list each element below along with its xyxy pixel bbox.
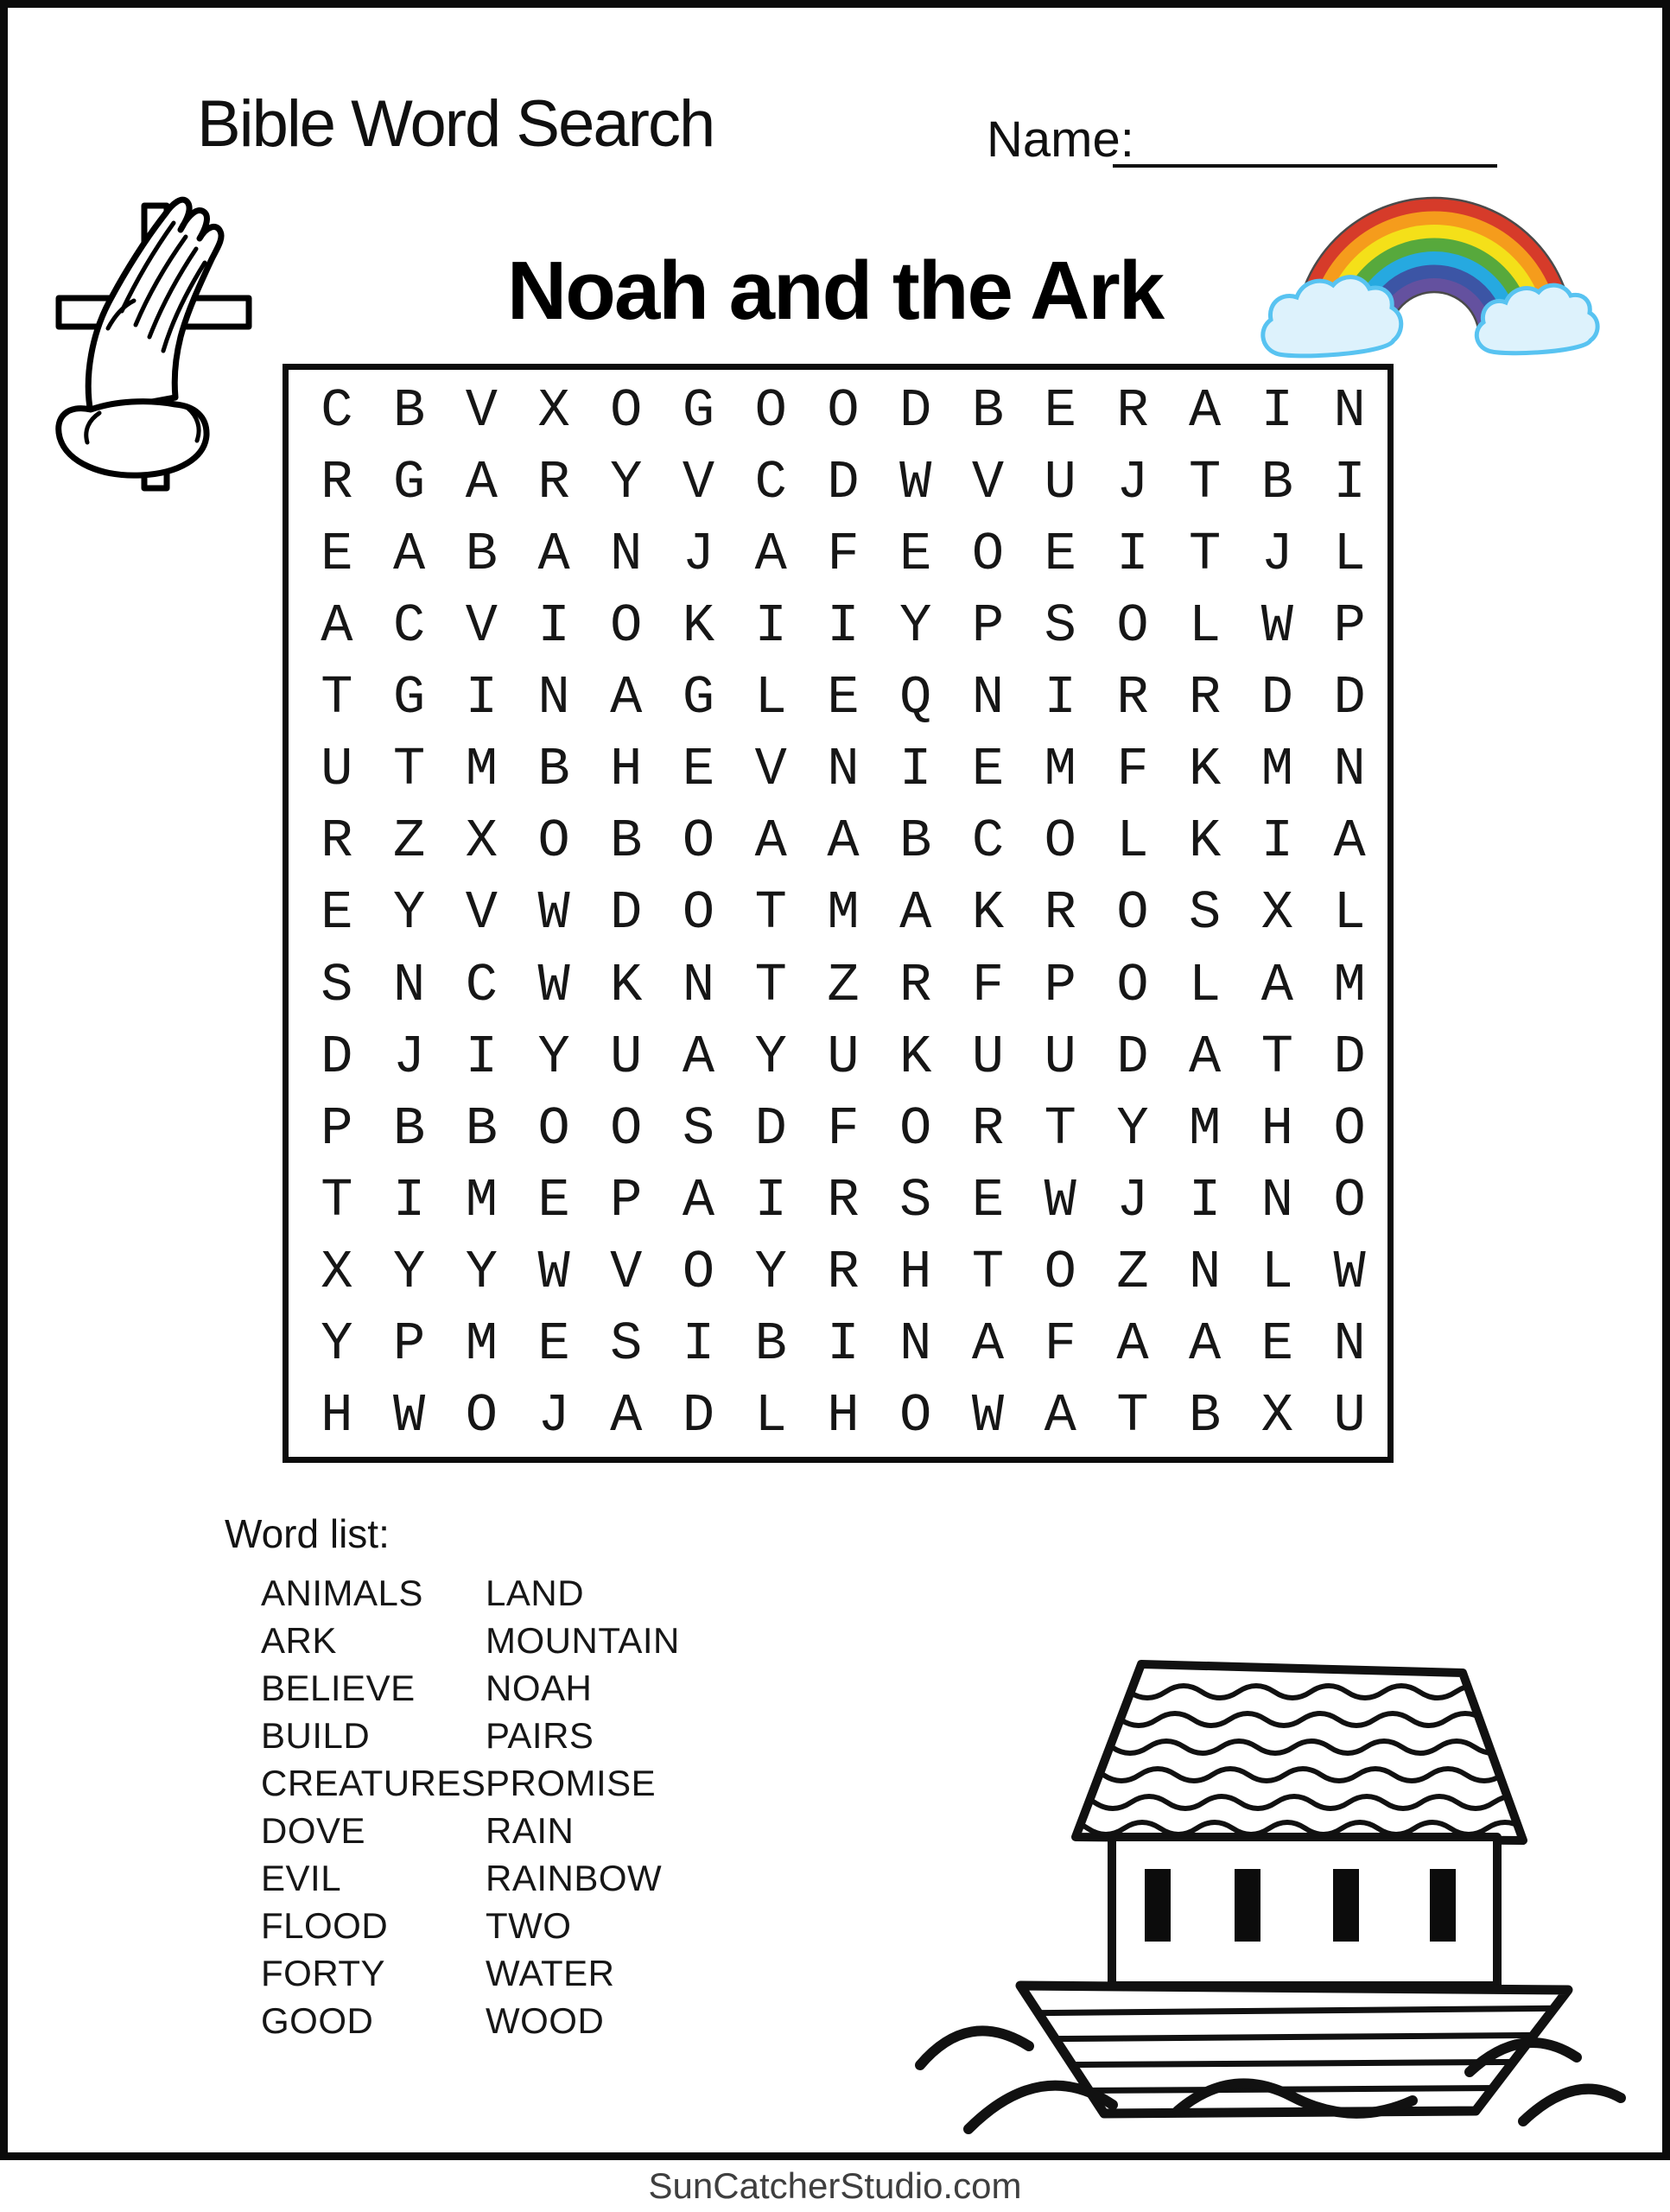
grid-cell: I — [465, 667, 498, 729]
grid-cell: N — [1333, 739, 1366, 801]
grid-cell: N — [827, 739, 860, 801]
grid-cell: U — [321, 739, 353, 801]
grid-cell: Y — [392, 1241, 426, 1303]
grid-cell: L — [1333, 524, 1366, 586]
grid-cell: M — [1260, 739, 1293, 801]
grid-cell: O — [1333, 1169, 1366, 1231]
word-list-item: PROMISE — [486, 1763, 657, 1803]
rainbow-icon — [1257, 162, 1603, 357]
grid-cell: I — [1333, 452, 1366, 514]
word-list-item: RAIN — [486, 1810, 575, 1851]
grid-cell: Z — [1116, 1241, 1149, 1303]
grid-cell: S — [1044, 595, 1076, 658]
grid-cell: C — [321, 380, 353, 442]
grid-cell: B — [1260, 452, 1293, 514]
word-list-item: MOUNTAIN — [486, 1620, 680, 1661]
grid-cell: X — [1260, 882, 1293, 944]
grid-cell: L — [754, 667, 787, 729]
grid-cell: S — [321, 954, 353, 1016]
grid-cell: B — [899, 810, 932, 873]
grid-cell: O — [465, 1384, 498, 1446]
grid-cell: L — [1333, 882, 1366, 944]
word-search-grid — [283, 364, 1394, 1463]
grid-cell: X — [321, 1241, 353, 1303]
grid-cell: B — [754, 1313, 787, 1375]
grid-cell: K — [899, 1026, 932, 1088]
grid-cell: E — [537, 1313, 570, 1375]
grid-cell: O — [754, 380, 787, 442]
grid-cell: J — [682, 524, 715, 586]
word-list-item: EVIL — [261, 1858, 342, 1898]
word-list-item: NOAH — [486, 1668, 593, 1708]
grid-cell: P — [971, 595, 1005, 658]
grid-cell: D — [682, 1384, 715, 1446]
grid-cell: O — [1044, 810, 1076, 873]
grid-cell: R — [971, 1097, 1005, 1160]
grid-cell: J — [1116, 452, 1149, 514]
grid-cell: O — [537, 810, 570, 873]
puzzle-title: Noah and the Ark — [506, 245, 1164, 337]
grid-cell: A — [682, 1169, 715, 1231]
grid-cell: B — [537, 739, 570, 801]
grid-cell: E — [682, 739, 715, 801]
grid-cell: K — [1189, 810, 1222, 873]
grid-cell: M — [1333, 954, 1366, 1016]
grid-cell: R — [827, 1169, 860, 1231]
grid-cell: W — [1260, 595, 1293, 658]
grid-cell: O — [610, 595, 643, 658]
grid-cell: O — [682, 810, 715, 873]
grid-cell: Y — [610, 452, 643, 514]
grid-cell: Q — [899, 667, 932, 729]
grid-cell: S — [1189, 882, 1222, 944]
grid-cell: G — [682, 380, 715, 442]
grid-cell: M — [465, 1313, 498, 1375]
grid-cell: K — [610, 954, 643, 1016]
grid-cell: V — [465, 380, 498, 442]
grid-cell: J — [1260, 524, 1293, 586]
grid-cell: Y — [1116, 1097, 1149, 1160]
grid-cell: L — [1189, 954, 1222, 1016]
grid-cell: A — [1044, 1384, 1076, 1446]
cloud-left — [1263, 277, 1401, 356]
grid-cell: I — [754, 1169, 787, 1231]
grid-cell: C — [971, 810, 1005, 873]
word-list-item: GOOD — [261, 2000, 374, 2041]
grid-cell: N — [1333, 1313, 1366, 1375]
grid-cell: E — [1044, 380, 1076, 442]
word-list-item: BELIEVE — [261, 1668, 416, 1708]
grid-cell: H — [321, 1384, 353, 1446]
grid-cell: M — [465, 739, 498, 801]
sleeve-cuff — [59, 402, 206, 476]
grid-cell: R — [537, 452, 570, 514]
grid-cell: E — [321, 524, 353, 586]
grid-cell: A — [321, 595, 353, 658]
grid-cell: I — [1189, 1169, 1222, 1231]
word-list-column-2 — [486, 1569, 680, 2044]
grid-cell: O — [682, 882, 715, 944]
grid-cell: M — [465, 1169, 498, 1231]
grid-cell: S — [610, 1313, 643, 1375]
grid-cell: R — [899, 954, 932, 1016]
grid-cell: R — [1044, 882, 1076, 944]
page-title: Bible Word Search — [197, 87, 714, 161]
name-label: Name: — [987, 111, 1134, 168]
grid-cell: T — [321, 1169, 353, 1231]
grid-cell: G — [392, 452, 426, 514]
word-list-item: TWO — [486, 1905, 572, 1946]
ark-window — [1145, 1869, 1171, 1942]
grid-cell: D — [827, 452, 860, 514]
grid-cell: A — [392, 524, 426, 586]
grid-cell: N — [1189, 1241, 1222, 1303]
grid-cell: Y — [321, 1313, 353, 1375]
ark-window — [1333, 1869, 1359, 1942]
grid-cell: F — [827, 524, 860, 586]
grid-cell: W — [899, 452, 932, 514]
grid-cell: A — [1189, 1026, 1222, 1088]
grid-cell: I — [1260, 380, 1293, 442]
grid-cell: I — [827, 595, 860, 658]
grid-cell: A — [1333, 810, 1366, 873]
footer-credit: SunCatcherStudio.com — [648, 2165, 1022, 2206]
grid-cell: M — [827, 882, 860, 944]
grid-cell: A — [899, 882, 932, 944]
grid-cell: U — [827, 1026, 860, 1088]
grid-cell: O — [971, 524, 1005, 586]
grid-cell: D — [610, 882, 643, 944]
grid-cell: T — [392, 739, 426, 801]
grid-cell: V — [610, 1241, 643, 1303]
grid-cell: R — [1116, 380, 1149, 442]
grid-cell: B — [971, 380, 1005, 442]
grid-cell: P — [610, 1169, 643, 1231]
grid-cell: U — [610, 1026, 643, 1088]
grid-cell: F — [827, 1097, 860, 1160]
word-list-item: WATER — [486, 1953, 615, 1993]
grid-cell: D — [1333, 667, 1366, 729]
word-list-item: WOOD — [486, 2000, 605, 2041]
grid-cell: Y — [537, 1026, 570, 1088]
grid-cell: U — [971, 1026, 1005, 1088]
grid-cell: B — [610, 810, 643, 873]
grid-cell: I — [899, 739, 932, 801]
grid-cell: E — [1044, 524, 1076, 586]
word-list-item: BUILD — [261, 1715, 371, 1756]
grid-cell: V — [465, 595, 498, 658]
grid-cell: H — [610, 739, 643, 801]
grid-cell: E — [537, 1169, 570, 1231]
grid-cell: N — [610, 524, 643, 586]
word-list-item: FLOOD — [261, 1905, 389, 1946]
grid-cell: O — [899, 1384, 932, 1446]
grid-cell: H — [827, 1384, 860, 1446]
grid-cell: X — [537, 380, 570, 442]
grid-cell: N — [537, 667, 570, 729]
ark-window — [1235, 1869, 1260, 1942]
grid-cell: X — [1260, 1384, 1293, 1446]
grid-cell: Y — [899, 595, 932, 658]
grid-cell: A — [827, 810, 860, 873]
grid-cell: W — [537, 1241, 570, 1303]
grid-cell: O — [610, 380, 643, 442]
grid-cell: P — [1333, 595, 1366, 658]
grid-cell: F — [1044, 1313, 1076, 1375]
word-list-item: RAINBOW — [486, 1858, 663, 1898]
grid-cell: O — [1116, 882, 1149, 944]
grid-cell: O — [1116, 954, 1149, 1016]
grid-cell: N — [1260, 1169, 1293, 1231]
grid-cell: V — [754, 739, 787, 801]
grid-cell: G — [682, 667, 715, 729]
grid-cell: V — [971, 452, 1005, 514]
grid-cell: T — [971, 1241, 1005, 1303]
word-list-item: LAND — [486, 1573, 585, 1613]
grid-cell: T — [754, 882, 787, 944]
grid-cell: U — [1044, 452, 1076, 514]
grid-cell: J — [392, 1026, 426, 1088]
word-list-item: ARK — [261, 1620, 337, 1661]
grid-cell: T — [1260, 1026, 1293, 1088]
grid-cell: J — [537, 1384, 570, 1446]
grid-cell: C — [392, 595, 426, 658]
grid-cell: I — [682, 1313, 715, 1375]
grid-cell: L — [1189, 595, 1222, 658]
grid-cell: B — [392, 380, 426, 442]
grid-cell: I — [827, 1313, 860, 1375]
word-list-item: PAIRS — [486, 1715, 594, 1756]
grid-cell: H — [1260, 1097, 1293, 1160]
grid-cell: I — [465, 1026, 498, 1088]
grid-cell: O — [1333, 1097, 1366, 1160]
grid-cell: N — [899, 1313, 932, 1375]
grid-cell: A — [754, 524, 787, 586]
grid-cell: K — [682, 595, 715, 658]
grid-cell: Y — [392, 882, 426, 944]
grid-cell: F — [971, 954, 1005, 1016]
grid-cell: T — [1044, 1097, 1076, 1160]
word-list-item: FORTY — [261, 1953, 386, 1993]
grid-cell: A — [971, 1313, 1005, 1375]
grid-cell: N — [392, 954, 426, 1016]
grid-cell: A — [754, 810, 787, 873]
grid-cell: A — [610, 667, 643, 729]
grid-cell: E — [1260, 1313, 1293, 1375]
grid-cell: O — [1116, 595, 1149, 658]
grid-cell: S — [682, 1097, 715, 1160]
grid-cell: A — [610, 1384, 643, 1446]
grid-cell: S — [899, 1169, 932, 1231]
grid-cell: T — [754, 954, 787, 1016]
grid-cell: D — [1260, 667, 1293, 729]
grid-cell: D — [1333, 1026, 1366, 1088]
grid-cell: D — [321, 1026, 353, 1088]
grid-cell: X — [465, 810, 498, 873]
grid-cell: L — [1260, 1241, 1293, 1303]
grid-cell: N — [971, 667, 1005, 729]
grid-cell: W — [537, 882, 570, 944]
grid-cell: A — [465, 452, 498, 514]
grid-cell: Y — [754, 1241, 787, 1303]
word-list-column-1 — [261, 1569, 486, 2044]
word-list-item: DOVE — [261, 1810, 366, 1851]
grid-cell: I — [537, 595, 570, 658]
grid-cell: Y — [465, 1241, 498, 1303]
grid-cell: W — [537, 954, 570, 1016]
grid-cell: I — [754, 595, 787, 658]
grid-cell: J — [1116, 1169, 1149, 1231]
grid-cell: B — [392, 1097, 426, 1160]
grid-cell: E — [971, 739, 1005, 801]
grid-cell: O — [899, 1097, 932, 1160]
grid-cell: W — [1044, 1169, 1076, 1231]
word-list-item: CREATURES — [261, 1763, 486, 1803]
grid-cell: U — [1333, 1384, 1366, 1446]
grid-cell: W — [392, 1384, 426, 1446]
grid-cell: C — [754, 452, 787, 514]
grid-cell: Z — [827, 954, 860, 1016]
grid-cell: E — [321, 882, 353, 944]
grid-cell: B — [465, 1097, 498, 1160]
grid-cell: L — [754, 1384, 787, 1446]
grid-cell: O — [610, 1097, 643, 1160]
grid-cell: T — [1189, 452, 1222, 514]
grid-cell: D — [754, 1097, 787, 1160]
grid-cell: A — [1189, 1313, 1222, 1375]
grid-cell: O — [827, 380, 860, 442]
grid-cell: B — [465, 524, 498, 586]
grid-cell: P — [1044, 954, 1076, 1016]
grid-cell: C — [465, 954, 498, 1016]
grid-cell: O — [537, 1097, 570, 1160]
grid-cell: V — [682, 452, 715, 514]
grid-cell: F — [1116, 739, 1149, 801]
grid-cell: K — [1189, 739, 1222, 801]
grid-cell: P — [321, 1097, 353, 1160]
grid-cell: N — [1333, 380, 1366, 442]
grid-cell: I — [1116, 524, 1149, 586]
grid-cell: T — [1189, 524, 1222, 586]
grid-cell: E — [971, 1169, 1005, 1231]
grid-cell: R — [321, 810, 353, 873]
grid-cell: P — [392, 1313, 426, 1375]
grid-cell: E — [899, 524, 932, 586]
grid-cell: A — [682, 1026, 715, 1088]
name-write-line — [1113, 123, 1497, 168]
grid-cell: I — [392, 1169, 426, 1231]
grid-cell: T — [1116, 1384, 1149, 1446]
grid-cell: R — [827, 1241, 860, 1303]
grid-cell: R — [321, 452, 353, 514]
grid-cell: M — [1189, 1097, 1222, 1160]
grid-cell: E — [827, 667, 860, 729]
grid-cell: R — [1116, 667, 1149, 729]
grid-cell: W — [1333, 1241, 1366, 1303]
grid-cell: Y — [754, 1026, 787, 1088]
grid-cell: L — [1116, 810, 1149, 873]
grid-cell: A — [1116, 1313, 1149, 1375]
grid-cell: N — [682, 954, 715, 1016]
grid-cell: O — [1044, 1241, 1076, 1303]
grid-cell: W — [971, 1384, 1005, 1446]
grid-cell: A — [537, 524, 570, 586]
grid-cell: Z — [392, 810, 426, 873]
grid-cell: U — [1044, 1026, 1076, 1088]
ark-window — [1430, 1869, 1456, 1942]
grid-cell: A — [1260, 954, 1293, 1016]
grid-cell: A — [1189, 380, 1222, 442]
grid-cell: K — [971, 882, 1005, 944]
word-list-label: Word list: — [225, 1511, 390, 1556]
grid-cell: D — [1116, 1026, 1149, 1088]
grid-cell: V — [465, 882, 498, 944]
grid-cell: M — [1044, 739, 1076, 801]
grid-cell: R — [1189, 667, 1222, 729]
noahs-ark-icon — [918, 1623, 1622, 2141]
grid-cell: H — [899, 1241, 932, 1303]
grid-cell: B — [1189, 1384, 1222, 1446]
grid-cell: O — [682, 1241, 715, 1303]
grid-cell: I — [1044, 667, 1076, 729]
grid-cell: D — [899, 380, 932, 442]
word-list-item: ANIMALS — [261, 1573, 423, 1613]
grid-cell: I — [1260, 810, 1293, 873]
grid-cell: G — [392, 667, 426, 729]
grid-cell: T — [321, 667, 353, 729]
